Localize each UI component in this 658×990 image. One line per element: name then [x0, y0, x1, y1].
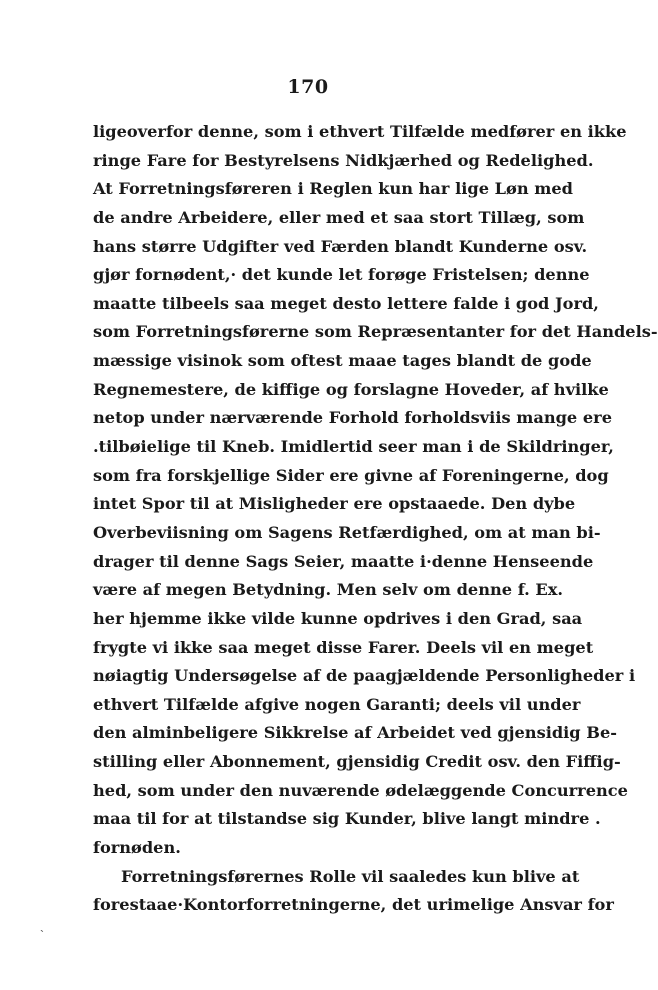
body-text: [93, 118, 658, 920]
text-line: ligeoverfor denne, som i ethvert Tilfælde medfører en ikke: [93, 122, 627, 141]
text-line: som fra forskjellige Sider ere givne af Foreningerne, dog: [93, 465, 609, 485]
text-line: som Forretningsførerne som Repræsentanter for det Handels-: [93, 322, 658, 342]
text-line: maatte tilbeels saa meget desto lettere falde i god Jord,: [93, 293, 599, 313]
text-line: den alminbeligere Sikkrelse af Arbeidet ved gjensidig Be-: [93, 723, 617, 743]
text-line: Regnemestere, de kiffige og forslagne Hoveder, af hvilke: [93, 379, 609, 399]
text-line: de andre Arbeidere, eller med et saa stort Tillæg, som: [93, 207, 585, 227]
text-line: At Forretningsføreren i Reglen kun har lige Løn med: [93, 179, 573, 199]
text-line: netop under nærværende Forhold forholdsviis mange ere: [93, 408, 612, 428]
text-line: ethvert Tilfælde afgive nogen Garanti; deels vil under: [93, 694, 581, 714]
text-line: hans større Udgifter ved Færden blandt Kunderne osv.: [93, 236, 588, 256]
text-line: intet Spor til at Misligheder ere opstaaede. Den dybe: [93, 494, 576, 514]
text-line: gjør fornødent,· det kunde let forøge Fristelsen; denne: [93, 265, 590, 285]
text-line: hed, som under den nuværende ødelæggende Concurrence: [93, 780, 628, 800]
text-line: .tilbøielige til Kneb. Imidlertid seer man i de Skildringer,: [93, 437, 614, 457]
paragraph-end-line: fornøden.: [93, 838, 181, 858]
text-line: stilling eller Abonnement, gjensidig Credit osv. den Fiffig-: [93, 752, 621, 772]
text-line: frygte vi ikke saa meget disse Farer. Deels vil en meget: [93, 637, 594, 657]
text-line: her hjemme ikke vilde kunne opdrives i den Grad, saa: [93, 608, 583, 628]
text-line: ringe Fare for Bestyrelsens Nidkjærhed og Redelighed.: [93, 150, 594, 170]
paragraph-start-line: Forretningsførernes Rolle vil saaledes kun blive at: [121, 866, 580, 886]
text-line: drager til denne Sags Seier, maatte i·denne Henseende: [93, 551, 594, 571]
text-line: være af megen Betydning. Men selv om denne f. Ex.: [93, 580, 563, 600]
text-line: forestaae·Kontorforretningerne, det urimelige Ansvar for: [93, 895, 614, 915]
text-line: mæssige visinok som oftest maae tages blandt de gode: [93, 351, 592, 371]
page-number: 170: [287, 76, 329, 98]
text-line: Overbeviisning om Sagens Retfærdighed, om at man bi-: [93, 522, 601, 542]
text-line: nøiagtig Undersøgelse af de paagjældende Personligheder i: [93, 666, 636, 686]
stray-mark: ˴: [40, 922, 44, 936]
text-line: maa til for at tilstandse sig Kunder, blive langt mindre .: [93, 809, 601, 829]
